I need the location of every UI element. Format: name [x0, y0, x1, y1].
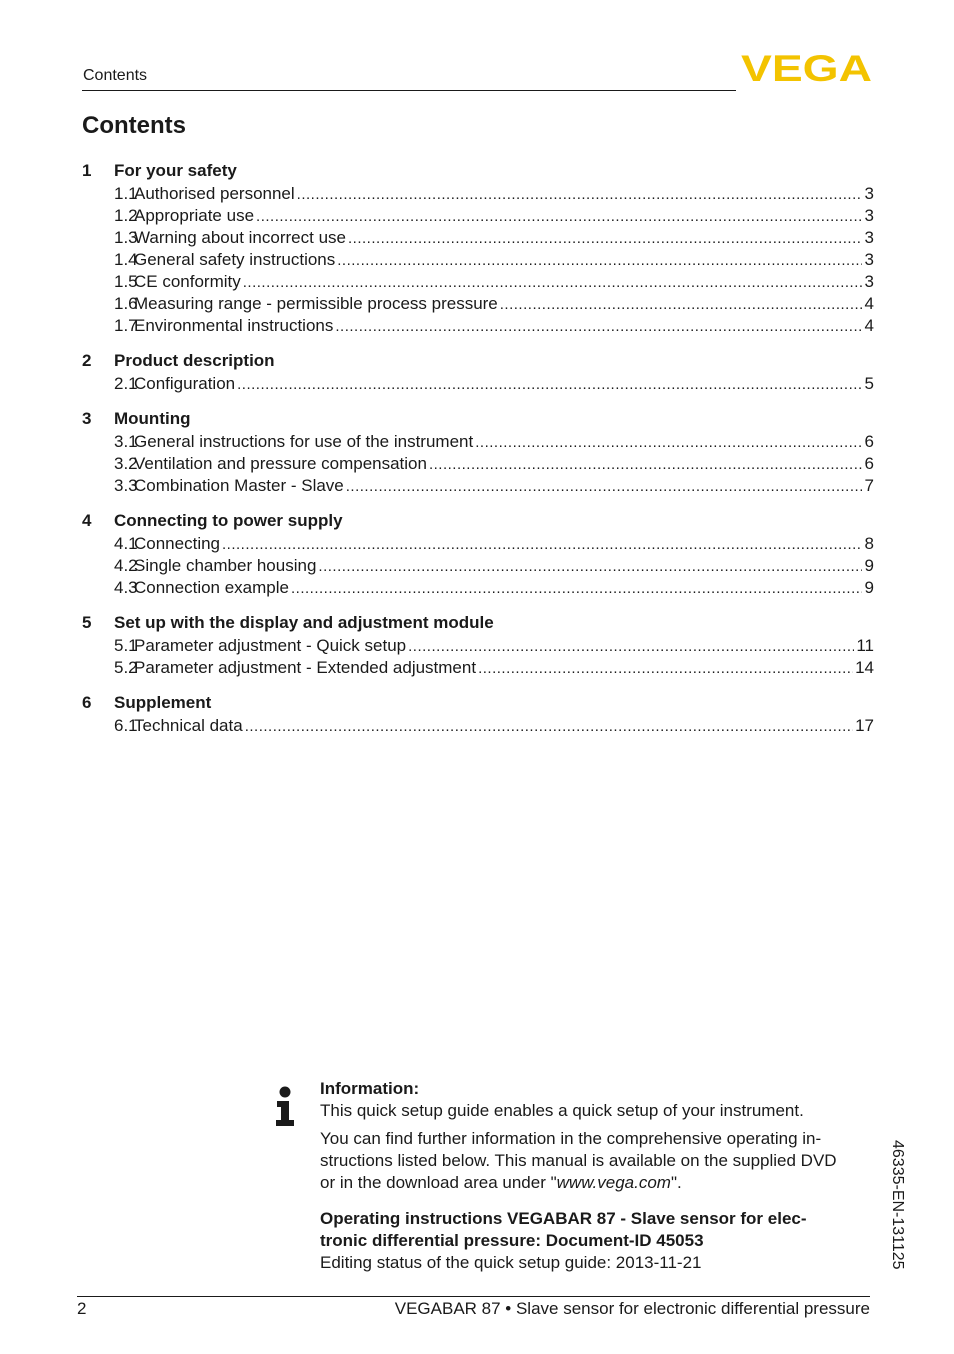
toc-entry-page: 8 — [864, 534, 874, 553]
dot-leader — [500, 296, 862, 313]
toc-entry[interactable] — [82, 271, 874, 293]
toc-entry-page: 3 — [864, 250, 874, 269]
footer-title: VEGABAR 87 • Slave sensor for electronic differential pressure — [394, 1299, 870, 1318]
toc-entry-title: Authorised personnel — [134, 184, 295, 203]
footer-divider — [77, 1296, 870, 1297]
toc-entry-number: 1.5 — [114, 272, 138, 291]
information-icon — [274, 1086, 296, 1126]
toc-entry-page: 4 — [864, 316, 874, 335]
document-reference-line: Operating instructions VEGABAR 87 - Slave sensor for elec- — [320, 1209, 807, 1228]
dot-leader — [297, 186, 862, 203]
toc-section-number: 6 — [82, 692, 92, 712]
toc-entry-title: Parameter adjustment - Extended adjustment — [134, 658, 477, 677]
running-header: Contents — [83, 67, 148, 84]
toc-section-heading[interactable] — [82, 508, 874, 533]
toc-section — [82, 406, 874, 497]
toc-entry-number: 1.6 — [114, 294, 138, 313]
toc-entry-title: Connecting — [134, 534, 221, 553]
dot-leader — [335, 318, 862, 335]
toc-section — [82, 610, 874, 679]
toc-section-heading[interactable] — [82, 348, 874, 373]
toc-entry-number: 4.1 — [114, 534, 138, 553]
toc-entry-number: 1.1 — [114, 184, 138, 203]
toc-section-number: 2 — [82, 350, 92, 370]
toc-entry-number: 3.2 — [114, 454, 138, 473]
toc-entry-number: 4.2 — [114, 556, 138, 575]
info-paragraph-line: or in the download area under " — [320, 1173, 557, 1192]
dot-leader — [475, 434, 862, 451]
dot-leader — [222, 536, 862, 553]
toc-entry-title: Technical data — [134, 716, 243, 735]
toc-entry-page: 5 — [864, 374, 874, 393]
toc-entry[interactable] — [82, 205, 874, 227]
document-reference — [320, 1208, 870, 1252]
toc-section — [82, 158, 874, 337]
toc-entry-page: 3 — [864, 228, 874, 247]
toc-section — [82, 348, 874, 395]
toc-entry-page: 3 — [864, 272, 874, 291]
toc-entry-number: 2.1 — [114, 374, 138, 393]
dot-leader — [337, 252, 862, 269]
vega-logo — [741, 53, 872, 82]
toc-entry-title: Connection example — [134, 578, 289, 597]
toc-entry-number: 3.3 — [114, 476, 138, 495]
toc-entry[interactable] — [82, 657, 874, 679]
info-paragraph — [320, 1128, 870, 1194]
dot-leader — [478, 660, 853, 677]
toc-section-heading[interactable] — [82, 690, 874, 715]
toc-section-title: For your safety — [114, 160, 237, 180]
toc-entry[interactable] — [82, 249, 874, 271]
toc-entry-title: CE conformity — [134, 272, 241, 291]
toc-entry[interactable] — [82, 453, 874, 475]
toc-entry-title: Environmental instructions — [134, 316, 334, 335]
dot-leader — [256, 208, 862, 225]
toc-entry[interactable] — [82, 373, 874, 395]
toc-entry-page: 6 — [864, 454, 874, 473]
dot-leader — [318, 558, 862, 575]
toc-entry-page: 4 — [864, 294, 874, 313]
toc-section-number: 1 — [82, 160, 92, 180]
toc-entry-title: Single chamber housing — [134, 556, 317, 575]
toc-section-title: Product description — [114, 350, 275, 370]
toc-section-title: Connecting to power supply — [114, 510, 343, 530]
info-paragraph-line: You can find further information in the comprehensive operating in- — [320, 1129, 822, 1148]
dot-leader — [408, 638, 854, 655]
toc-entry-title: Warning about incorrect use — [134, 228, 346, 247]
toc-section-heading[interactable] — [82, 158, 874, 183]
toc-entry-title: Parameter adjustment - Quick setup — [134, 636, 407, 655]
toc-entry-number: 3.1 — [114, 432, 138, 451]
editing-status: Editing status of the quick setup guide: 2013-11-21 — [320, 1253, 702, 1272]
toc-section-number: 5 — [82, 612, 92, 632]
table-of-contents — [82, 158, 874, 748]
toc-entry[interactable] — [82, 293, 874, 315]
toc-section-title: Supplement — [114, 692, 212, 712]
toc-entry-number: 1.7 — [114, 316, 138, 335]
toc-entry[interactable] — [82, 183, 874, 205]
toc-entry-page: 7 — [864, 476, 874, 495]
toc-section — [82, 690, 874, 737]
toc-entry-number: 4.3 — [114, 578, 138, 597]
toc-section-title: Mounting — [114, 408, 191, 428]
toc-entry[interactable] — [82, 533, 874, 555]
toc-entry-page: 11 — [856, 636, 874, 655]
information-note — [320, 1078, 870, 1274]
info-heading: Information: — [320, 1079, 420, 1098]
toc-entry[interactable] — [82, 315, 874, 337]
toc-entry-page: 3 — [864, 206, 874, 225]
toc-entry-number: 1.2 — [114, 206, 138, 225]
toc-entry[interactable] — [82, 227, 874, 249]
toc-entry-number: 1.4 — [114, 250, 138, 269]
vega-website-link[interactable]: www.vega.com — [556, 1173, 671, 1192]
toc-entry-title: Ventilation and pressure compensation — [134, 454, 427, 473]
toc-entry-title: General safety instructions — [134, 250, 336, 269]
toc-entry[interactable] — [82, 577, 874, 599]
dot-leader — [245, 718, 853, 735]
toc-entry-number: 5.1 — [114, 636, 138, 655]
toc-entry-title: Combination Master - Slave — [134, 476, 344, 495]
toc-entry-title: Configuration — [134, 374, 236, 393]
toc-entry-title: Measuring range - permissible process pressure — [134, 294, 498, 313]
toc-entry-number: 6.1 — [114, 716, 138, 735]
document-code: 46335-EN-131125 — [889, 1140, 906, 1270]
toc-section-heading[interactable] — [82, 406, 874, 431]
dot-leader — [346, 478, 862, 495]
toc-entry-page: 6 — [864, 432, 874, 451]
toc-entry-page: 17 — [855, 716, 874, 735]
toc-entry-number: 1.3 — [114, 228, 138, 247]
toc-entry[interactable] — [82, 431, 874, 453]
header-divider — [82, 90, 736, 91]
page-number: 2 — [77, 1299, 87, 1318]
toc-entry-page: 9 — [864, 578, 874, 597]
toc-section-number: 4 — [82, 510, 92, 530]
toc-entry[interactable] — [82, 555, 874, 577]
toc-section-heading[interactable] — [82, 610, 874, 635]
toc-entry-page: 14 — [855, 658, 874, 677]
document-reference-line: tronic differential pressure: Document-ID 45053 — [320, 1231, 704, 1250]
svg-text:VEGA: VEGA — [741, 53, 872, 82]
dot-leader — [429, 456, 862, 473]
toc-entry[interactable] — [82, 715, 874, 737]
toc-entry-title: Appropriate use — [134, 206, 255, 225]
toc-entry-page: 9 — [864, 556, 874, 575]
info-paragraph-line: structions listed below. This manual is available on the supplied DVD — [320, 1151, 837, 1170]
dot-leader — [243, 274, 862, 291]
toc-entry[interactable] — [82, 475, 874, 497]
toc-entry-title: General instructions for use of the instrument — [134, 432, 474, 451]
toc-section-number: 3 — [82, 408, 92, 428]
dot-leader — [348, 230, 862, 247]
dot-leader — [237, 376, 862, 393]
toc-entry-page: 3 — [864, 184, 874, 203]
info-paragraph-line: ". — [670, 1173, 682, 1192]
toc-entry[interactable] — [82, 635, 874, 657]
toc-section — [82, 508, 874, 599]
toc-entry-number: 5.2 — [114, 658, 138, 677]
dot-leader — [291, 580, 862, 597]
info-text: This quick setup guide enables a quick setup of your instrument. — [320, 1101, 804, 1120]
page-title: Contents — [82, 112, 186, 139]
toc-section-title: Set up with the display and adjustment module — [114, 612, 494, 632]
